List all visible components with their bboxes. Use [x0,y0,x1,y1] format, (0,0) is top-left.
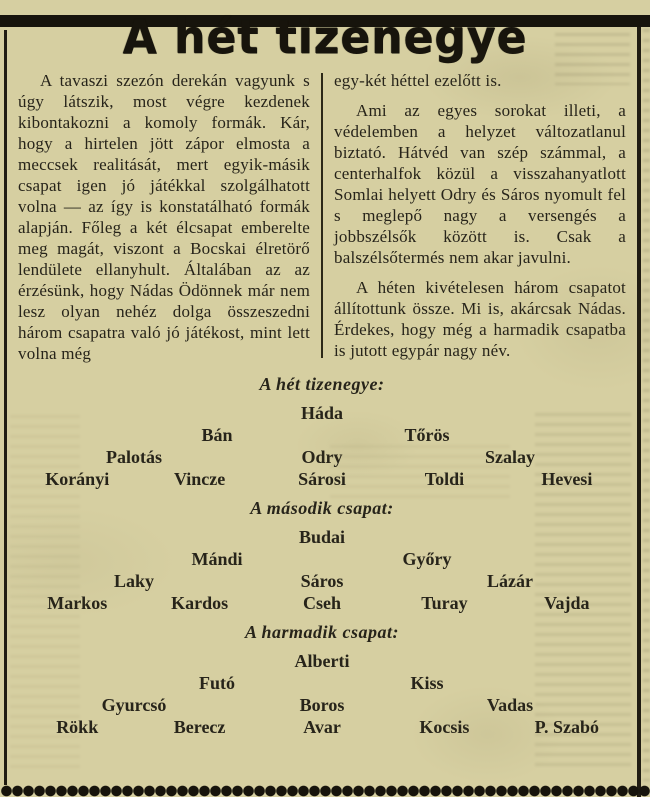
player-name: P. Szabó [534,717,599,737]
formation-row [12,650,632,672]
player-name: Lázár [487,571,533,591]
article-paragraph: A tavaszi szezón derekán vagyunk s úgy látszik, most végre kezdenek kibontakozni a komoly formák. Kár, hogy a hirtelen jött zápor elmosta a meccsek realitását, mert egyik-másik csapat igen jó játékkal szolgálhatott volna — az így is konstatálható formák alapján. Főleg a két élcsapat emberelte meg magát, viszont a Bocskai élretörő lendülete ellanyhult. Általában az az érzésünk, hogy Nádas Ödönnek már nem lesz olyan nehéz dolga összeszedni három csapatra való jó játékost, mint lett volna még [18,71,310,363]
player-name: Markos [47,593,108,613]
formation-row [12,402,632,424]
player-name: Boros [299,695,345,715]
formation-row [12,716,632,738]
article-column-left [18,70,310,364]
player-name: Odry [301,447,343,467]
formation-row [12,548,632,570]
player-name: Budai [298,527,346,547]
column-divider-rule [321,73,323,358]
formation-row [12,592,632,614]
player-name: Futó [199,673,235,693]
player-name: Alberti [294,651,350,671]
player-name: Szalay [484,447,535,467]
player-name: Sárosi [298,469,346,489]
player-name: Háda [300,403,343,423]
player-name: Tőrös [404,425,450,445]
player-name: Rökk [56,717,99,737]
team-lineups [12,374,632,738]
player-name: Korányi [45,469,110,489]
team-section [12,622,632,738]
player-name: Sáros [300,571,344,591]
player-name: Palotás [106,447,162,467]
player-name: Vadas [486,695,534,715]
player-name: Avar [303,717,341,737]
formation-row [12,694,632,716]
team-section [12,498,632,614]
player-name: Vincze [173,469,226,489]
player-name: Turay [421,593,468,613]
article-body [18,70,626,364]
player-name: Győry [402,549,452,569]
article-paragraph: Ami az egyes sorokat illeti, a védelemben a helyzet változatlanul biztató. Hátvéd van szép számmal, a centerhalfok közül a visszahanyatlott Somlai helyett Odry és Sáros nyomult fel s meglepő nagy a versengés a jobbszélsők között is. Csak a balszélsőtermés nem akar javulni. [334,101,626,267]
article-paragraph: egy-két héttel ezelőtt is. [334,71,502,90]
formation-row [12,672,632,694]
left-column-rule [4,30,7,785]
formation-row [12,570,632,592]
team-section [12,374,632,490]
player-name: Kocsis [419,717,470,737]
player-name: Kiss [410,673,444,693]
player-name: Laky [113,571,155,591]
player-name: Mándi [191,549,243,569]
player-name: Toldi [424,469,465,489]
player-name: Berecz [173,717,226,737]
formation-row [12,526,632,548]
article-paragraph: A héten kivételesen három csapatot állítottunk össze. Mi is, akárcsak Nádas. Érdekes, hogy még a harmadik csapatba is jutott egypár nagy név. [334,278,626,360]
article-title: A hét tizenegye [122,10,528,65]
right-column-rule [637,27,641,797]
formation-row [12,424,632,446]
bleed-through-smudge [643,29,650,781]
team-heading: A második csapat: [250,498,394,518]
bottom-scalloped-border [1,785,650,797]
player-name: Gyurcsó [101,695,167,715]
formation-row [12,446,632,468]
team-heading: A harmadik csapat: [244,622,400,642]
article-column-right [334,70,626,364]
formation-row [12,468,632,490]
player-name: Hevesi [541,469,593,489]
player-name: Cseh [303,593,342,613]
team-heading: A hét tizenegye: [259,374,385,394]
player-name: Bán [201,425,233,445]
newspaper-clipping [0,10,650,797]
player-name: Kardos [171,593,229,613]
player-name: Vajda [544,593,590,613]
